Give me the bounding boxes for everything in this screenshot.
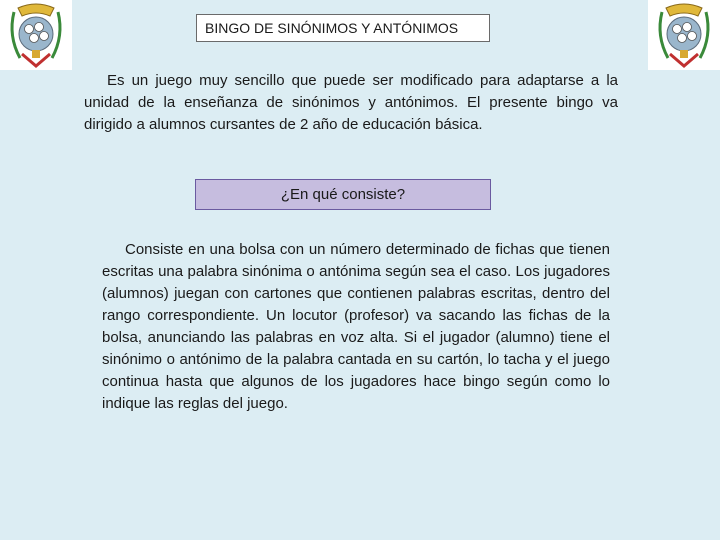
- intro-paragraph: Es un juego muy sencillo que puede ser modificado para adaptarse a la unidad de la enseñanza de sinónimos y antónimos. El presente bingo va dirigido a alumnos cursantes de 2 año de educación básica.: [84, 72, 618, 133]
- crest-logo-right: [648, 0, 720, 70]
- page-title: BINGO DE SINÓNIMOS Y ANTÓNIMOS: [196, 14, 490, 42]
- body-paragraph: Consiste en una bolsa con un número determinado de fichas que tienen escritas una palabra sinónima o antónima según sea el caso. Los jugadores (alumnos) juegan con cartones que contienen palabras escritas, dentro del rango correspondiente. Un locutor (profesor) va sacando las fichas de la bolsa, anunciando las palabras en voz alta. Si el jugador (alumno) tiene el sinónimo o antónimo de la palabra cantada en su cartón, lo tacha y el juego continua hasta que algunos de los jugadores hace bingo según como lo indique las reglas del juego.: [102, 241, 610, 412]
- section-heading: ¿En qué consiste?: [195, 179, 491, 210]
- crest-logo-left: [0, 0, 72, 70]
- bingo-ball-crest-icon: [4, 2, 68, 68]
- bingo-ball-crest-icon: [652, 2, 716, 68]
